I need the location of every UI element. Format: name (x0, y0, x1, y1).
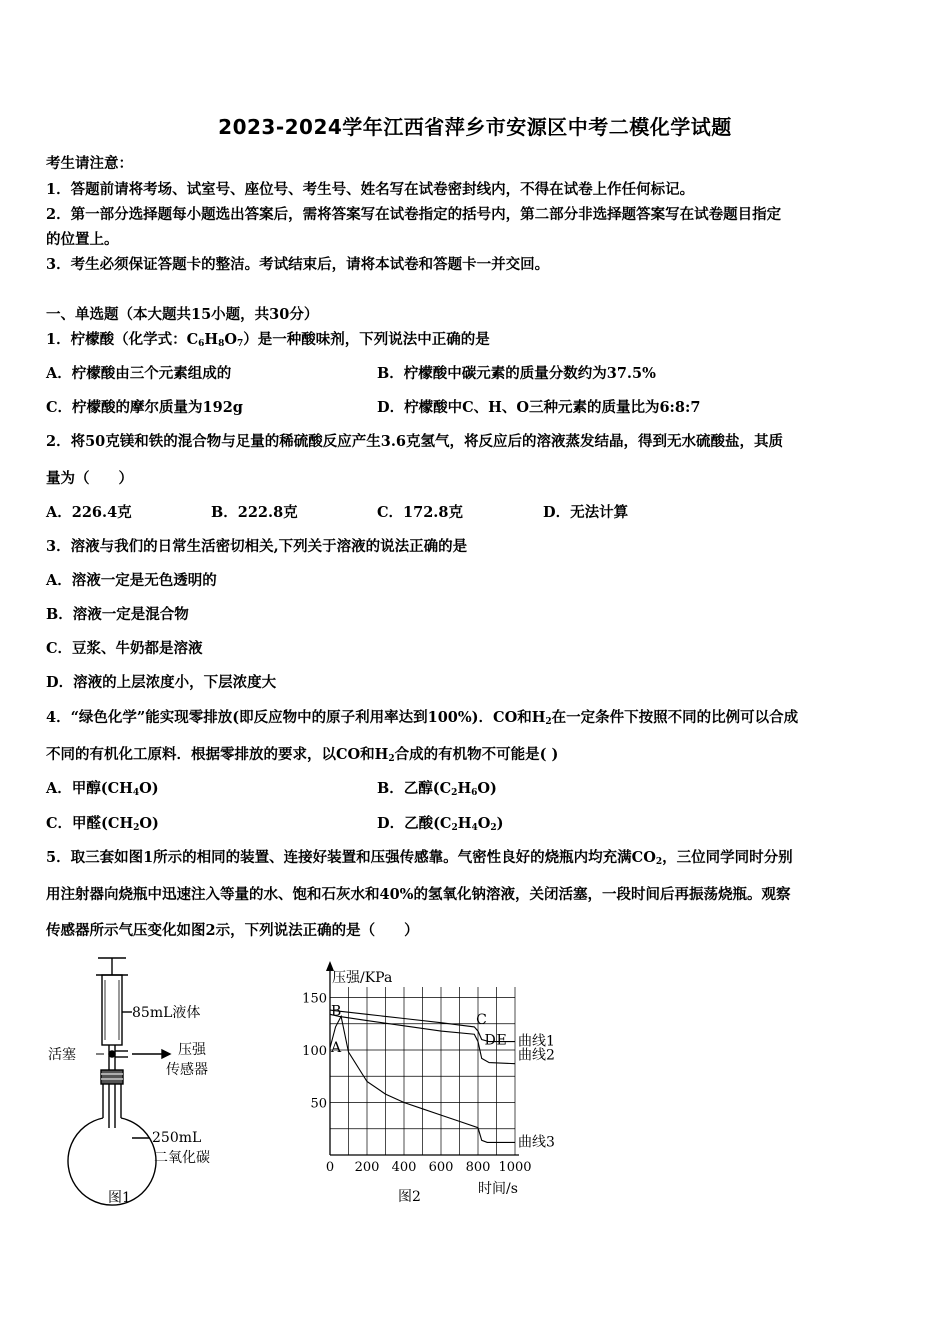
y-tick-label: 100 (302, 1044, 327, 1059)
point-label-b: B (331, 1003, 342, 1020)
point-label-c: C (476, 1011, 487, 1028)
label-flask-volume: 250mL (152, 1130, 202, 1146)
notice-item: 3．考生必须保证答题卡的整洁。考试结束后，请将本试卷和答题卡一并交回。 (46, 256, 550, 273)
x-tick-label: 0 (325, 1160, 335, 1175)
series-label-1: 曲线1 (518, 1033, 555, 1050)
notice-heading: 考生请注意： (46, 155, 133, 172)
x-axis-label: 时间/s (478, 1181, 518, 1197)
question-2-stem-cont: 量为（ ） (46, 470, 133, 487)
q3-option-c: C．豆浆、牛奶都是溶液 (46, 640, 203, 657)
rubber-stopper (101, 1070, 123, 1084)
q2-option-c: C．172.8克 (377, 504, 463, 521)
notice-item: 1．答题前请将考场、试室号、座位号、考生号、姓名写在试卷密封线内，不得在试卷上作任何标记。 (46, 181, 695, 198)
series-label-3: 曲线3 (518, 1134, 555, 1151)
q4-option-d: D．乙酸$(C_2H_4O_2)$ (377, 815, 504, 833)
point-label-e: E (496, 1032, 507, 1049)
x-tick-label: 800 (465, 1160, 491, 1175)
x-tick-label: 600 (428, 1160, 454, 1175)
question-5-stem-cont: 传感器所示气压变化如图2示，下列说法正确的是（ ） (46, 922, 419, 939)
question-5-stem: 5．取三套如图1所示的相同的装置、连接好装置和压强传感靠。气密性良好的烧瓶内均充满$CO_2$，三位同学同时分别 (46, 849, 793, 867)
label-flask-gas: 二氧化碳 (154, 1150, 210, 1166)
section-heading: 一、单选题（本大题共15小题，共30分） (46, 306, 319, 323)
label-sensor-1: 压强 (178, 1042, 206, 1058)
point-label-d: D (484, 1032, 496, 1049)
x-tick-label: 1000 (498, 1160, 532, 1175)
y-axis-label: 压强/KPa (332, 970, 393, 986)
q1-option-a: A．柠檬酸由三个元素组成的 (46, 365, 232, 382)
q3-option-d: D．溶液的上层浓度小，下层浓度大 (46, 674, 277, 691)
figure-1-caption: 图1 (108, 1190, 131, 1206)
q1-option-b: B．柠檬酸中碳元素的质量分数约为37.5% (377, 365, 656, 382)
y-tick-label: 150 (302, 991, 327, 1007)
question-1-stem: 1．柠檬酸（化学式：$C_6H_8O_7$）是一种酸味剂，下列说法中正确的是 (46, 331, 490, 349)
x-tick-label: 400 (391, 1160, 417, 1175)
q3-option-b: B．溶液一定是混合物 (46, 606, 189, 623)
figure-2-caption: 图2 (398, 1189, 421, 1205)
series-label-2: 曲线2 (518, 1047, 555, 1064)
chart-grid (330, 987, 515, 1155)
q2-option-b: B．222.8克 (211, 504, 298, 521)
chart-labels (302, 970, 555, 1205)
notice-item: 的位置上。 (46, 231, 119, 248)
label-valve: 活塞 (48, 1047, 76, 1063)
y-tick-label: 50 (310, 1096, 327, 1112)
question-4-stem: 4．“绿色化学”能实现零排放(即反应物中的原子利用率达到100%)．CO和$H_2$在一定条件下按照不同的比例可以合成 (46, 709, 799, 727)
q2-option-a: A．226.4克 (46, 504, 132, 521)
notice-item: 2．第一部分选择题每小题选出答案后，需将答案写在试卷指定的括号内，第二部分非选择题答案写在试卷题目指定 (46, 206, 782, 223)
x-tick-label: 200 (354, 1160, 380, 1175)
q3-option-a: A．溶液一定是无色透明的 (46, 572, 217, 589)
figure-2-pressure-chart (290, 955, 580, 1210)
question-2-stem: 2．将50克镁和铁的混合物与足量的稀硫酸反应产生3.6克氢气，将反应后的溶液蒸发结晶，得到无水硫酸盐，其质 (46, 433, 783, 450)
question-5-stem-cont: 用注射器向烧瓶中迅速注入等量的水、饱和石灰水和40%的氢氧化钠溶液，关闭活塞，一段时间后再振荡烧瓶。观察 (46, 886, 791, 903)
question-4-stem-cont: 不同的有机化工原料．根据零排放的要求，以CO和$H_2$合成的有机物不可能是( ) (46, 746, 559, 764)
label-sensor-2: 传感器 (166, 1062, 208, 1078)
label-liquid: 85mL液体 (132, 1005, 201, 1021)
q4-option-c: C．甲醛$(CH_2O)$ (46, 815, 159, 833)
question-3-stem: 3．溶液与我们的日常生活密切相关,下列关于溶液的说法正确的是 (46, 538, 468, 555)
q1-option-c: C．柠檬酸的摩尔质量为192g (46, 399, 243, 416)
q4-option-a: A．甲醇$(CH_4O)$ (46, 780, 159, 798)
q2-option-d: D．无法计算 (543, 504, 629, 521)
q4-option-b: B．乙醇$(C_2H_6O)$ (377, 780, 497, 798)
page-title: 2023-2024学年江西省萍乡市安源区中考二模化学试题 (218, 115, 732, 139)
q1-option-d: D．柠檬酸中C、H、O三种元素的质量比为6:8:7 (377, 399, 701, 416)
point-label-a: A (331, 1040, 342, 1056)
figure-1-apparatus (46, 950, 246, 1215)
